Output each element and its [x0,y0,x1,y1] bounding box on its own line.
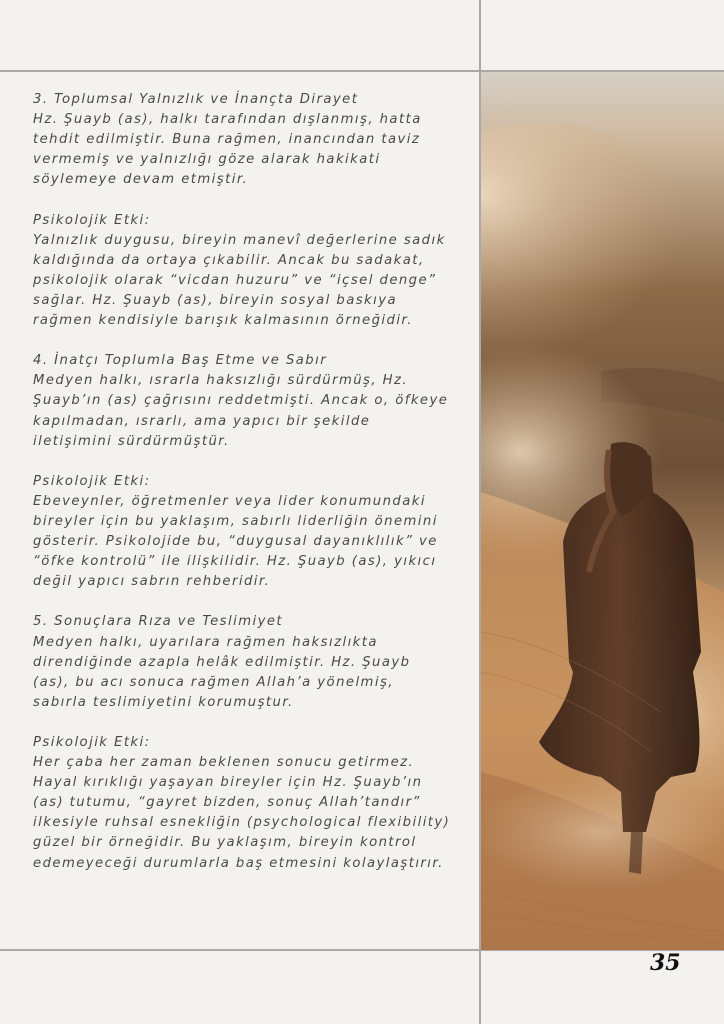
text-line: gösterir. Psikolojide bu, “duygusal dayanıklılık” ve [33,534,438,550]
text-line: edemeyeceği durumlarla baş etmesini kolaylaştırır. [33,855,444,871]
text-line: Yalnızlık duygusu, bireyin manevî değerlerine sadık [33,232,446,248]
text-line: güzel bir örneğidir. Bu yaklaşım, bireyin kontrol [33,835,417,851]
text-line: kaldığında da ortaya çıkabilir. Ancak bu sadakat, [33,252,425,268]
desert-walker-photo [481,72,724,950]
text-line: bireyler için bu yaklaşım, sabırlı liderliğin önemini [33,513,438,529]
section-psychological-effect-1 [33,211,463,332]
section-heading: 4. İnatçı Toplumla Baş Etme ve Sabır [33,353,328,369]
text-line: sabırla teslimiyetini korumuştur. [33,694,294,710]
section-heading: 3. Toplumsal Yalnızlık ve İnançta Dirayet [33,92,359,107]
text-line: vermemiş ve yalnızlığı göze alarak hakikati [33,152,381,168]
text-line: (as) tutumu, “gayret bizden, sonuç Allah’tandır” [33,795,421,811]
section-psychological-effect-3 [33,733,463,874]
text-line: (as), bu acı sonuca rağmen Allah’a yönelmiş, [33,674,394,690]
text-line: Hayal kırıklığı yaşayan bireyler için Hz. Şuayb’ın [33,775,423,791]
section-heading: Psikolojik Etki: [33,473,151,489]
text-line: ilkesiyle ruhsal esnekliğin (psychological flexibility) [33,815,451,831]
section-stubborn-people [33,351,463,451]
text-line: tehdit edilmiştir. Buna rağmen, inancından taviz [33,132,421,148]
text-line: kapılmadan, ısrarlı, ama yapıcı bir şekilde [33,413,371,429]
text-line: Hz. Şuayb (as), halkı tarafından dışlanmış, hatta [33,112,422,128]
body-text [33,90,463,894]
text-line: söylemeye devam etmiştir. [33,172,249,188]
text-line: Medyen halkı, uyarılara rağmen haksızlıkta [33,634,378,650]
text-line: değil yapıcı sabrın rehberidir. [33,574,271,590]
text-line: sağlar. Hz. Şuayb (as), bireyin sosyal baskıya [33,292,398,308]
section-heading: Psikolojik Etki: [33,735,151,750]
text-line: “öfke kontrolü” ile ilişkilidir. Hz. Şuayb (as), yıkıcı [33,554,437,570]
text-line: rağmen kendisiyle barışık kalmasının örneğidir. [33,313,413,329]
text-line: iletişimini sürdürmüştür. [33,433,230,449]
section-social-loneliness [33,90,463,190]
text-line: Şuayb’ın (as) çağrısını reddetmişti. Ancak o, öfkeye [33,393,449,409]
page-number: 35 [650,950,681,976]
text-line: Ebeveynler, öğretmenler veya lider konumundaki [33,493,426,509]
section-heading: Psikolojik Etki: [33,212,151,228]
section-heading: 5. Sonuçlara Rıza ve Teslimiyet [33,614,284,630]
section-acceptance [33,612,463,712]
text-line: Her çaba her zaman beklenen sonucu getirmez. [33,755,415,771]
section-psychological-effect-2 [33,472,463,593]
text-line: direndiğinde azapla helâk edilmiştir. Hz. Şuayb [33,654,411,670]
text-line: Medyen halkı, ısrarla haksızlığı sürdürmüş, Hz. [33,373,409,389]
text-line: psikolojik olarak “vicdan huzuru” ve “içsel denge” [33,272,437,288]
